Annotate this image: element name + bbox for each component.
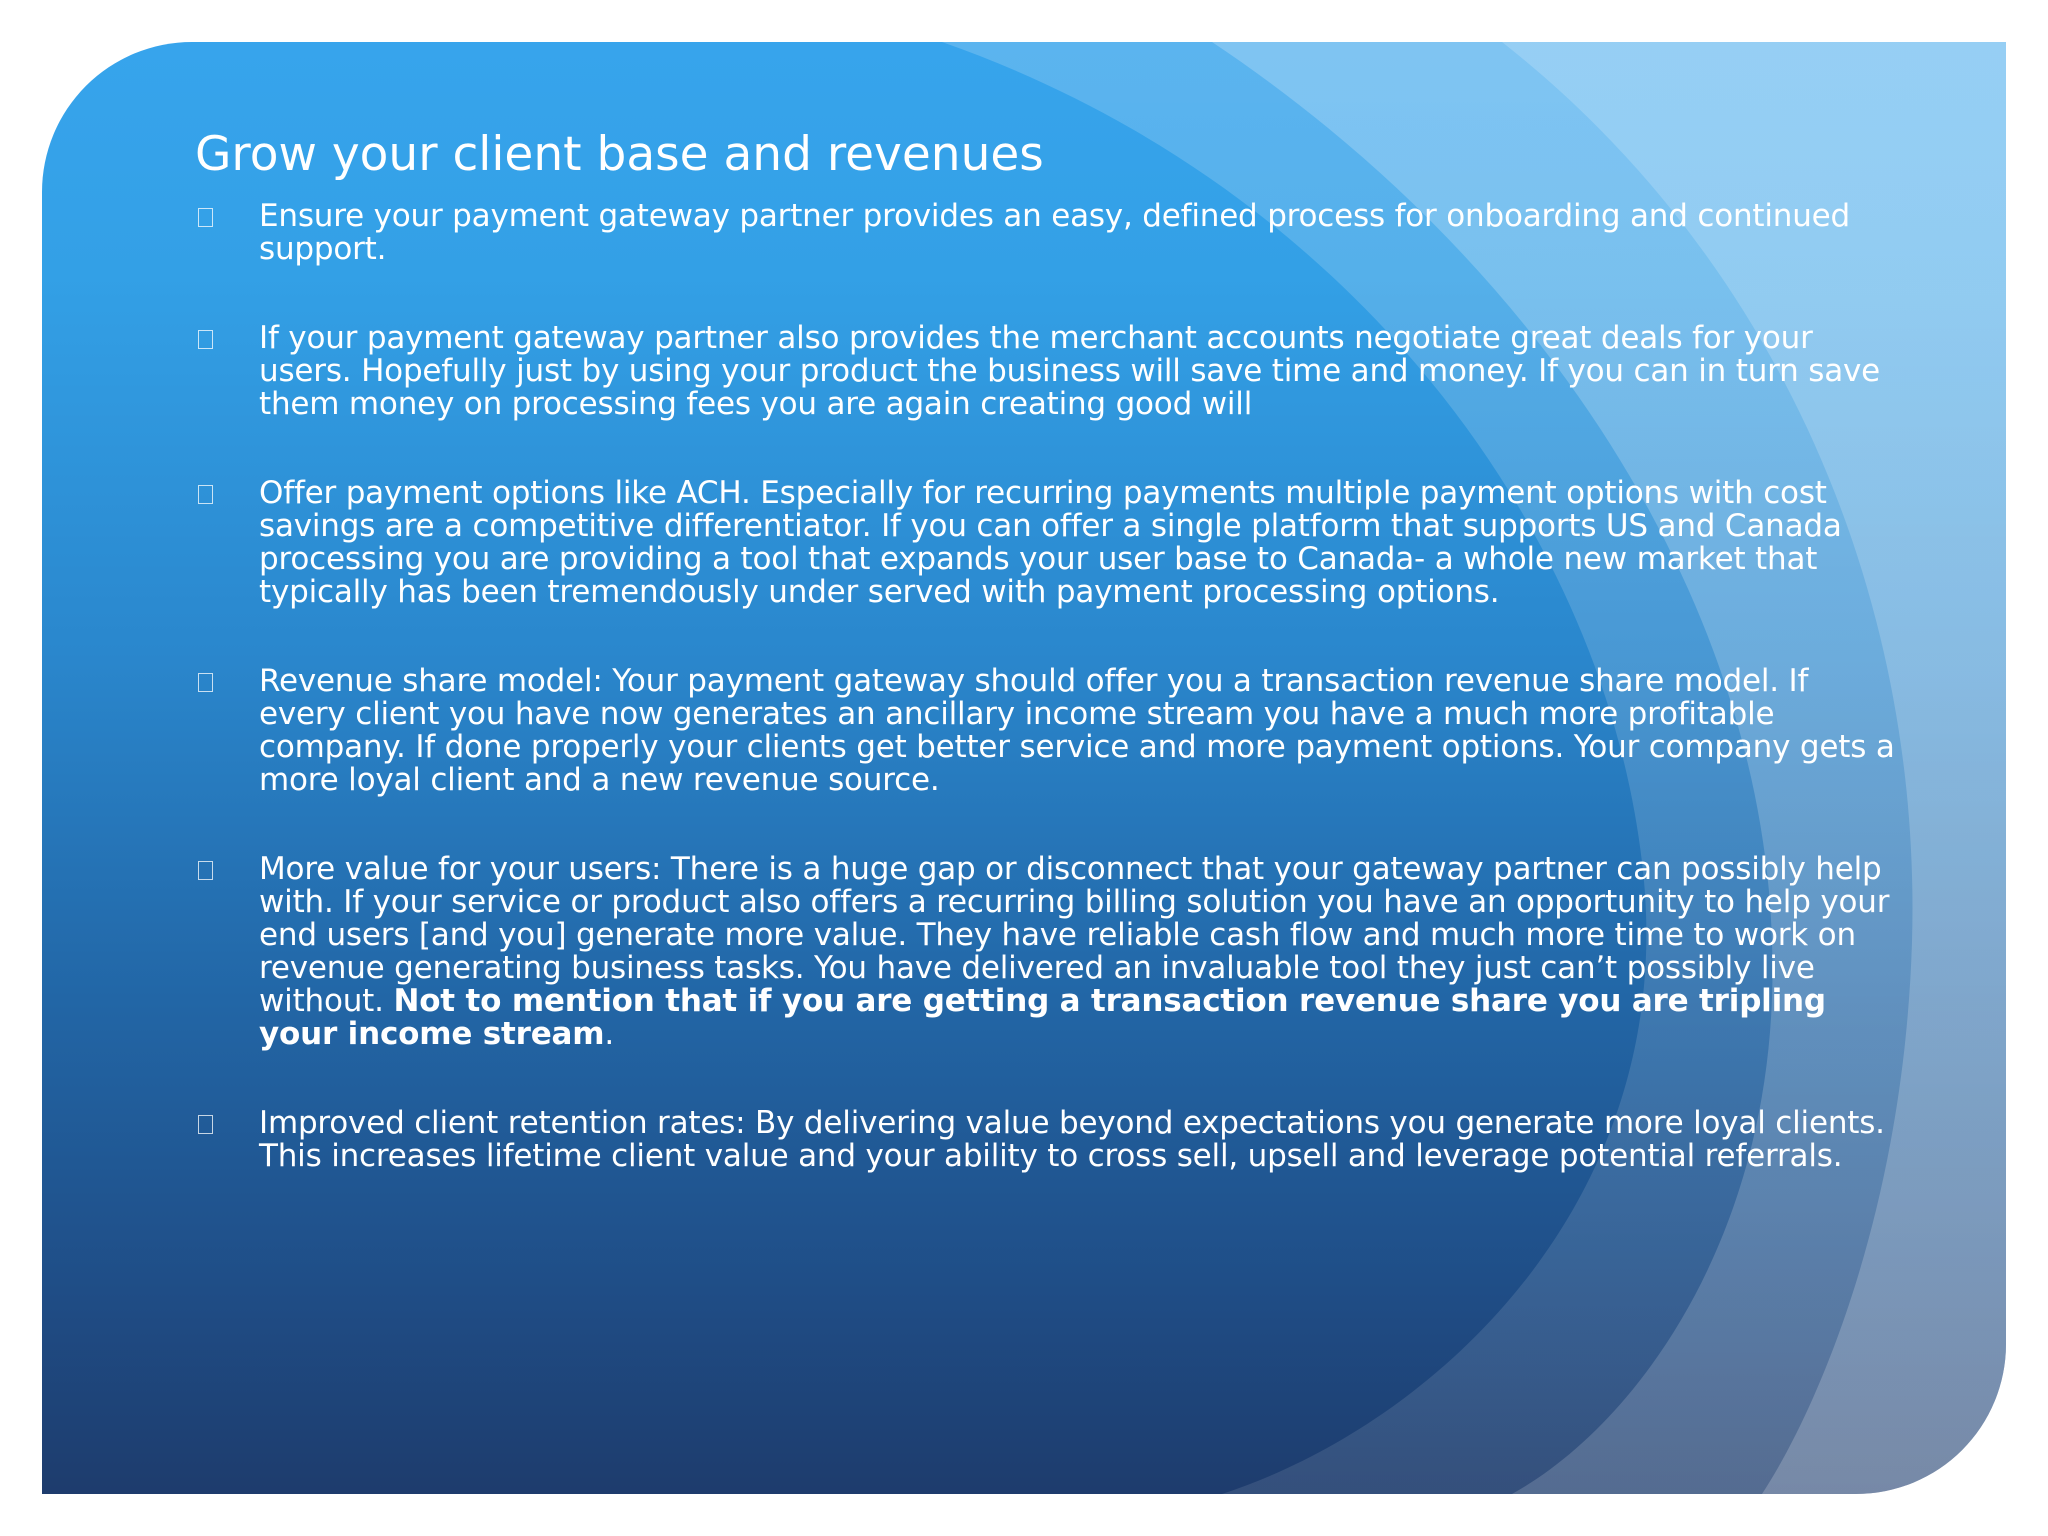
bullet-text: Ensure your payment gateway partner provides an easy, defined process for onboarding and continued support.	[259, 198, 1851, 267]
square-bullet-icon	[198, 330, 213, 349]
square-bullet-icon	[198, 208, 213, 227]
bullet-text-with-emphasis	[259, 853, 1895, 1051]
bullet-text-tail: .	[604, 1016, 615, 1052]
square-bullet-icon	[198, 485, 213, 504]
bullet-item	[195, 1107, 1895, 1173]
bullet-text: Revenue share model: Your payment gateway should offer you a transaction revenue share model. If every client you have now generates an ancillary income stream you have a much more profitable company. If done properly your clients get better service and more payment options. Your company gets a more loyal client and a new revenue source.	[259, 663, 1895, 798]
bullet-text: Improved client retention rates: By delivering value beyond expectations you generate more loyal clients. This increases lifetime client value and your ability to cross sell, upsell and leverage potential referrals.	[259, 1105, 1885, 1174]
bullet-item	[195, 853, 1895, 1051]
slide-title: Grow your client base and revenues	[195, 127, 1044, 182]
bullet-text: Offer payment options like ACH. Especially for recurring payments multiple payment options with cost savings are a competitive differentiator. If you can offer a single platform that supports US and Canada processing you are providing a tool that expands your user base to Canada- a whole new market that typically has been tremendously under served with payment processing options.	[259, 475, 1842, 610]
bullet-text-bold: Not to mention that if you are getting a transaction revenue share you are tripling your income stream	[259, 983, 1826, 1052]
bullet-text: If your payment gateway partner also provides the merchant accounts negotiate great deals for your users. Hopefully just by using your product the business will save time and money. If you can in turn save them money on processing fees you are again creating good will	[259, 320, 1881, 422]
square-bullet-icon	[198, 861, 213, 880]
bullet-item	[195, 477, 1895, 609]
bullet-item	[195, 322, 1895, 421]
slide	[42, 42, 2006, 1494]
bullet-list	[195, 200, 1895, 1229]
square-bullet-icon	[198, 673, 213, 692]
bullet-text-plain: More value for your users: There is a huge gap or disconnect that your gateway partner can possibly help with. If your service or product also offers a recurring billing solution you have an opportunity to help your end users [and you] generate more value. They have reliable cash flow and much more time to work on revenue generating business tasks. You have delivered an invaluable tool they just can’t possibly live without.	[259, 851, 1890, 1019]
bullet-item	[195, 665, 1895, 797]
bullet-item	[195, 200, 1895, 266]
square-bullet-icon	[198, 1115, 213, 1134]
